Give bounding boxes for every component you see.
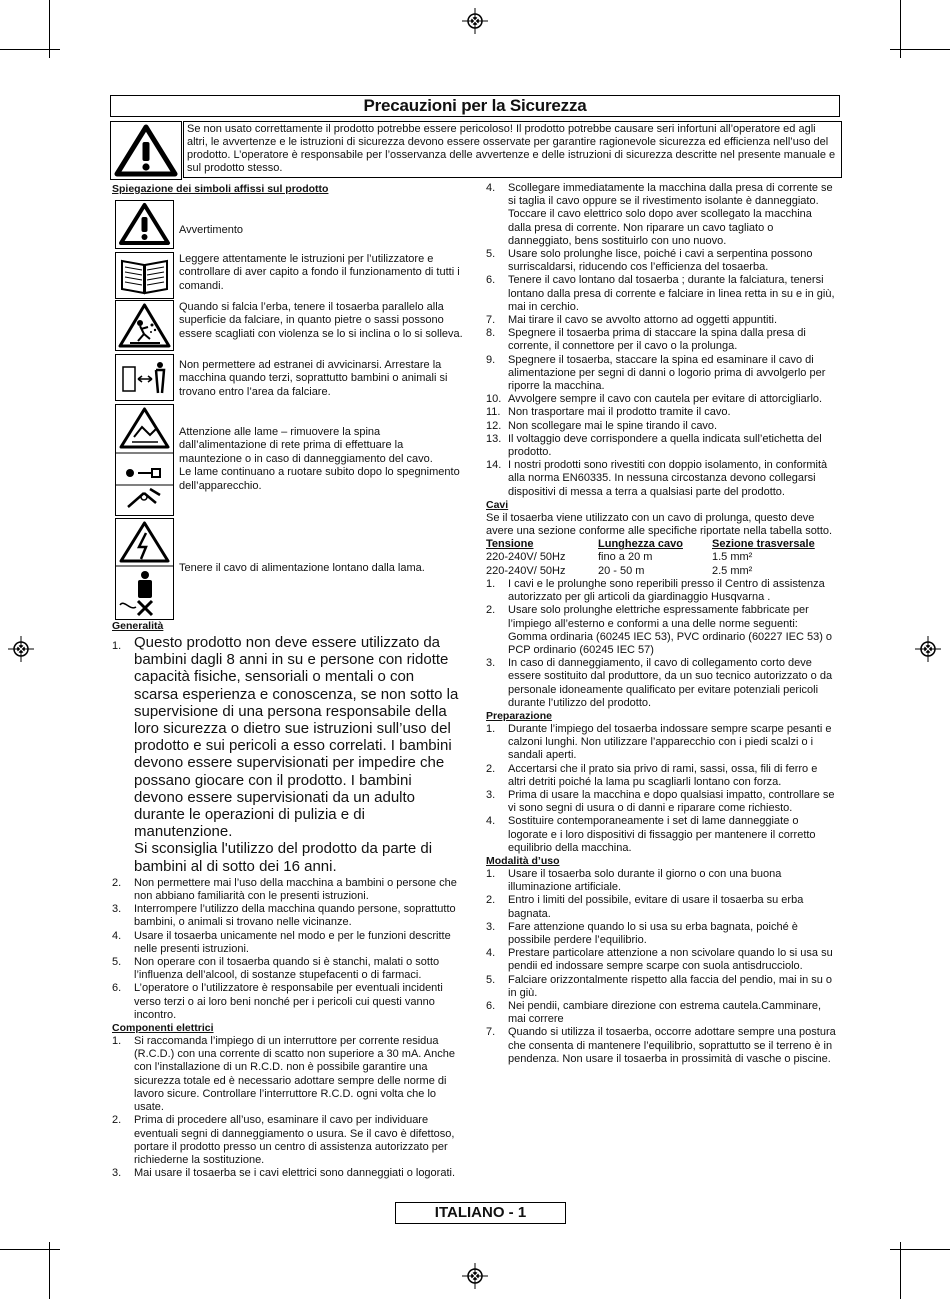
symbol-row <box>115 200 465 252</box>
symbol-row <box>115 404 465 516</box>
list-item: 6. Tenere il cavo lontano dal tosaerba ; durante la falciatura, tenersi lontano dalla presa di corrente e falciare in linea retta in su e in giù, mai in cerchio. <box>486 274 835 313</box>
registration-mark-icon <box>462 1263 488 1289</box>
list-item: 1. Si raccomanda l’impiego di un interruttore per corrente residua (R.C.D.) con una corrente di scatto non superiore a 30 mA. Anche con l’installazione di un R.C.D. non è possibile garantire una sicurezza totale ed è necessario adottare sempre delle norme di lavoro sicure. Controllare l’interruttore R.C.D. ogni volta che lo usate. <box>112 1035 455 1114</box>
thrown-objects-icon <box>116 301 173 350</box>
table-cell: 2.5 mm² <box>712 564 753 577</box>
list-item: 4. Usare il tosaerba unicamente nel modo e per le funzioni descritte nelle presenti istruzioni. <box>112 929 451 955</box>
list-item: 3. Interrompere l’utilizzo della macchina quando persone, soprattutto bambini, o animali si trovano nelle vicinanze. <box>112 903 456 929</box>
page-title: Precauzioni per la Sicurezza <box>110 95 840 117</box>
symbol-row <box>115 518 465 620</box>
symbol-text: Tenere il cavo di alimentazione lontano dalla lama. <box>179 562 425 574</box>
list-item: 2. Non permettere mai l’uso della macchina a bambini o persone che non abbiano familiarità con le presenti istruzioni. <box>112 876 457 903</box>
list-item: 3. Fare attenzione quando lo si usa su erba bagnata, poiché è possibile perdere l’equilibrio. <box>486 920 798 946</box>
table-header: Lunghezza cavo <box>598 538 683 551</box>
blade-hazard-icon <box>116 405 173 515</box>
list-item: 11. Non trasportare mai il prodotto tramite il cavo. <box>486 406 731 419</box>
symbol-box <box>115 518 174 620</box>
generalita-list <box>112 634 462 875</box>
section-heading: Cavi <box>486 498 509 511</box>
list-item: 3. In caso di danneggiamento, il cavo di collegamento corto deve essere sostituito dal produttore, da un suo tecnico autorizzato o da personale idoneamente qualificato per evitare potenziali pericoli durante l’utilizzo del prodotto. <box>486 657 833 709</box>
section-heading: Componenti elettrici <box>112 1022 214 1035</box>
list-item: 6. Nei pendii, cambiare direzione con estrema cautela.Camminare, mai correre <box>486 999 822 1026</box>
table-header: Sezione trasversale <box>712 538 815 551</box>
symbols-heading: Spiegazione dei simboli affissi sul prodotto <box>112 183 329 195</box>
cable-table <box>486 538 815 578</box>
list-item: 13. Il voltaggio deve corrispondere a quella indicata sull’etichetta del prodotto. <box>486 432 822 459</box>
preparazione-list <box>486 723 838 855</box>
list-item: 5. Falciare orizzontalmente rispetto alla faccia del pendio, mai in su o in giù. <box>486 973 833 999</box>
registration-mark-icon <box>462 8 488 34</box>
modalita-list <box>486 868 838 1066</box>
symbol-box <box>115 354 174 401</box>
list-item: 12. Non scollegare mai le spine tirando il cavo. <box>486 419 718 432</box>
list-item: 2. Entro i limiti del possibile, evitare di usare il tosaerba su erba bagnata. <box>486 894 804 920</box>
table-header: Tensione <box>486 538 534 551</box>
symbol-box <box>115 404 174 516</box>
list-item: 1. I cavi e le prolunghe sono reperibili presso il Centro di assistenza autorizzato per gli articoli da giardinaggio Husqvarna . <box>486 577 825 604</box>
registration-mark-icon <box>8 636 34 662</box>
componenti-list <box>112 1035 462 1180</box>
keep-distance-icon <box>116 355 173 400</box>
list-item: 10. Avvolgere sempre il cavo con cautela per evitare di attorcigliarlo. <box>486 393 823 406</box>
intro-warning-box <box>110 121 182 180</box>
section-heading: Generalità <box>112 620 164 632</box>
warning-triangle-icon <box>116 201 173 248</box>
list-item: 8. Spegnere il tosaerba prima di staccare la spina dalla presa di corrente, il connettore per il cavo o la prolunga. <box>486 327 806 353</box>
crop-mark <box>890 49 950 50</box>
list-item: 1. Durante l’impiego del tosaerba indossare sempre scarpe pesanti e calzoni lunghi. Non utilizzare l’apparecchio con i piedi scalzi o i sandali aperti. <box>486 722 832 762</box>
list-item: 3. Prima di usare la macchina e dopo qualsiasi impatto, controllare se vi sono segni di usura o di danni e riparare come richiesto. <box>486 788 835 815</box>
list-item: 4. Scollegare immediatamente la macchina dalla presa di corrente se si taglia il cavo oppure se il rivestimento isolante è danneggiato. Toccare il cavo elettrico solo dopo aver scollegato la macchina dalla presa di corrente. Non riparare un cavo tagliato o danneggiato, bens sostituirlo con uno nuovo. <box>486 182 833 247</box>
symbol-box <box>115 252 174 299</box>
cavi-intro: Se il tosaerba viene utilizzato con un cavo di prolunga, questo deve avere una sezione conforme alle specifiche riportate nella tabella sotto. <box>486 511 833 538</box>
crop-mark <box>890 1249 950 1250</box>
left-column <box>112 620 462 1180</box>
list-item: 4. Sostituire contemporaneamente i set di lame danneggiate o logorate e i loro dispositivi di fissaggio per mantenere il corretto equilibrio della macchina. <box>486 815 816 854</box>
list-item: 2. Accertarsi che il prato sia privo di rami, sassi, ossa, fili di ferro e altri detriti poiché la lama pu scagliarli lontano con forza. <box>486 762 818 788</box>
list-item: 7. Mai tirare il cavo se avvolto attorno ad oggetti appuntiti. <box>486 314 778 327</box>
warning-triangle-icon <box>111 122 181 179</box>
crop-mark <box>0 1249 60 1250</box>
read-manual-icon <box>116 253 173 298</box>
list-item: 2. Prima di procedere all’uso, esaminare il cavo per individuare eventuali segni di danneggiamento o usura. Se il cavo è difettoso, portare il prodotto presso un centro di assistenza autorizzato per richiederne la sostituzione. <box>112 1114 455 1166</box>
list-item: 6. L’operatore o l’utilizzatore è responsabile per eventuali incidenti verso terzi o ai loro beni nonché per i pericoli cui questi vanno incontro. <box>112 982 443 1021</box>
generalita-list-cont <box>112 877 462 1022</box>
symbol-text: Quando si falcia l’erba, tenere il tosaerba parallelo alla superficie da falciare, in quanto pietre o sassi possono essere scagliati con violenza se lo si inclina o lo si solleva. <box>179 301 463 340</box>
list-item: 1. Usare il tosaerba solo durante il giorno o con una buona illuminazione artificiale. <box>486 867 782 894</box>
crop-mark <box>0 49 60 50</box>
crop-mark <box>49 1242 50 1299</box>
table-row <box>486 551 815 564</box>
symbol-box <box>115 200 174 249</box>
page-footer: ITALIANO - 1 <box>395 1202 566 1224</box>
componenti-list-cont <box>486 182 838 499</box>
list-item: 5. Non operare con il tosaerba quando si è stanchi, malati o sotto l’influenza dell’alcool, di sostanze stupefacenti o di farmaci. <box>112 956 440 982</box>
electric-shock-icon <box>116 519 173 619</box>
table-row <box>486 565 815 578</box>
symbol-text: Non permettere ad estranei di avvicinarsi. Arrestare la macchina quando terzi, soprattutto bambini o animali si trovano entro l’area da falciare. <box>179 359 448 398</box>
symbol-text: Avvertimento <box>179 224 243 236</box>
symbol-text: Leggere attentamente le istruzioni per l’utilizzatore e controllare di aver capito a fondo il funzionamento di tutti i comandi. <box>179 253 460 292</box>
list-item: 1. Questo prodotto non deve essere utilizzato da bambini dagli 8 anni in su e persone con ridotte capacità fisiche, sensoriali o mentali o con scarsa esperienza e conoscenza, se non sotto la supervisione di una persona responsabile della loro sicurezza o dietro sue istruzioni sull’uso del prodotto e sui pericoli a esso correlati. I bambini devono essere supervisionati per impedire che possano giocare con il prodotto. I bambini devono essere supervisionati da un adulto durante le operazioni di pulizia e di manutenzione. Si sconsiglia l'utilizzo del prodotto da parte di bambini al di sotto dei 16 anni. <box>112 634 459 875</box>
list-item: 2. Usare solo prolunghe elettriche espressamente fabbricate per l’impiego all’esterno e conformi a una delle norme seguenti: Gomma ordinaria (60245 IEC 53), PVC ordinario (60227 IEC 53) o PCP ordinario (60245 IEC 57) <box>486 604 833 656</box>
symbol-text: Attenzione alle lame – rimuovere la spina dall’alimentazione di rete prima di effettuare la mauntezione o in caso di danneggiamento del cavo. Le lame continuano a ruotare subito dopo lo spegnimento dell’apparecchio. <box>179 426 460 492</box>
intro-text: Se non usato correttamente il prodotto potrebbe essere pericoloso! Il prodotto potrebbe causare seri infortuni all’operatore ed agli altri, le avvertenze e le istruzioni di sicurezza devono essere osservate per garantire ragionevole sicurezza ed efficienza nell’uso del prodotto. L’operatore è responsabile per l’osservanza delle avvertenze e delle istruzioni di sicurezza descritte nel presente manuale e sul prodotto stesso. <box>183 121 842 178</box>
right-column <box>486 182 838 1066</box>
section-heading: Modalità d’uso <box>486 854 560 867</box>
list-item: 4. Prestare particolare attenzione a non scivolare quando lo si usa su pendii ed indossare sempre scarpe con suola antisdrucciolo. <box>486 947 833 973</box>
table-cell: 220-240V/ 50Hz <box>486 564 566 577</box>
list-item: 5. Usare solo prolunghe lisce, poiché i cavi a serpentina possono surriscaldarsi, riducendo cos l’efficienza del tosaerba. <box>486 248 813 274</box>
symbol-row <box>115 300 465 352</box>
table-cell: 220-240V/ 50Hz <box>486 551 566 564</box>
crop-mark <box>900 1242 901 1299</box>
table-cell: 1.5 mm² <box>712 551 753 564</box>
list-item: 14. I nostri prodotti sono rivestiti con doppio isolamento, in conformità alla norma EN60335. In nessuna circostanza devono collegarsi dispositivi di messa a terra a qualsiasi parte del prodotto. <box>486 459 828 498</box>
table-cell: fino a 20 m <box>598 551 653 564</box>
symbol-row <box>115 354 465 402</box>
table-header-row <box>486 538 815 551</box>
section-heading: Preparazione <box>486 709 552 722</box>
list-item: 7. Quando si utilizza il tosaerba, occorre adottare sempre una postura che consenta di mantenere l’equilibrio, soprattutto se il terreno è in pendenza. Non usare il tosaerba in prossimità di vasche o piscine. <box>486 1026 836 1065</box>
symbol-box <box>115 300 174 351</box>
list-item: 3. Mai usare il tosaerba se i cavi elettrici sono danneggiati o logorati. <box>112 1167 456 1180</box>
symbol-row <box>115 252 465 300</box>
registration-mark-icon <box>915 636 941 662</box>
cavi-list <box>486 578 838 710</box>
table-cell: 20 - 50 m <box>598 564 645 577</box>
list-item: 9. Spegnere il tosaerba, staccare la spina ed esaminare il cavo di alimentazione per segni di danni o logorio prima di avvolgerlo per riporre la macchina. <box>486 353 826 393</box>
